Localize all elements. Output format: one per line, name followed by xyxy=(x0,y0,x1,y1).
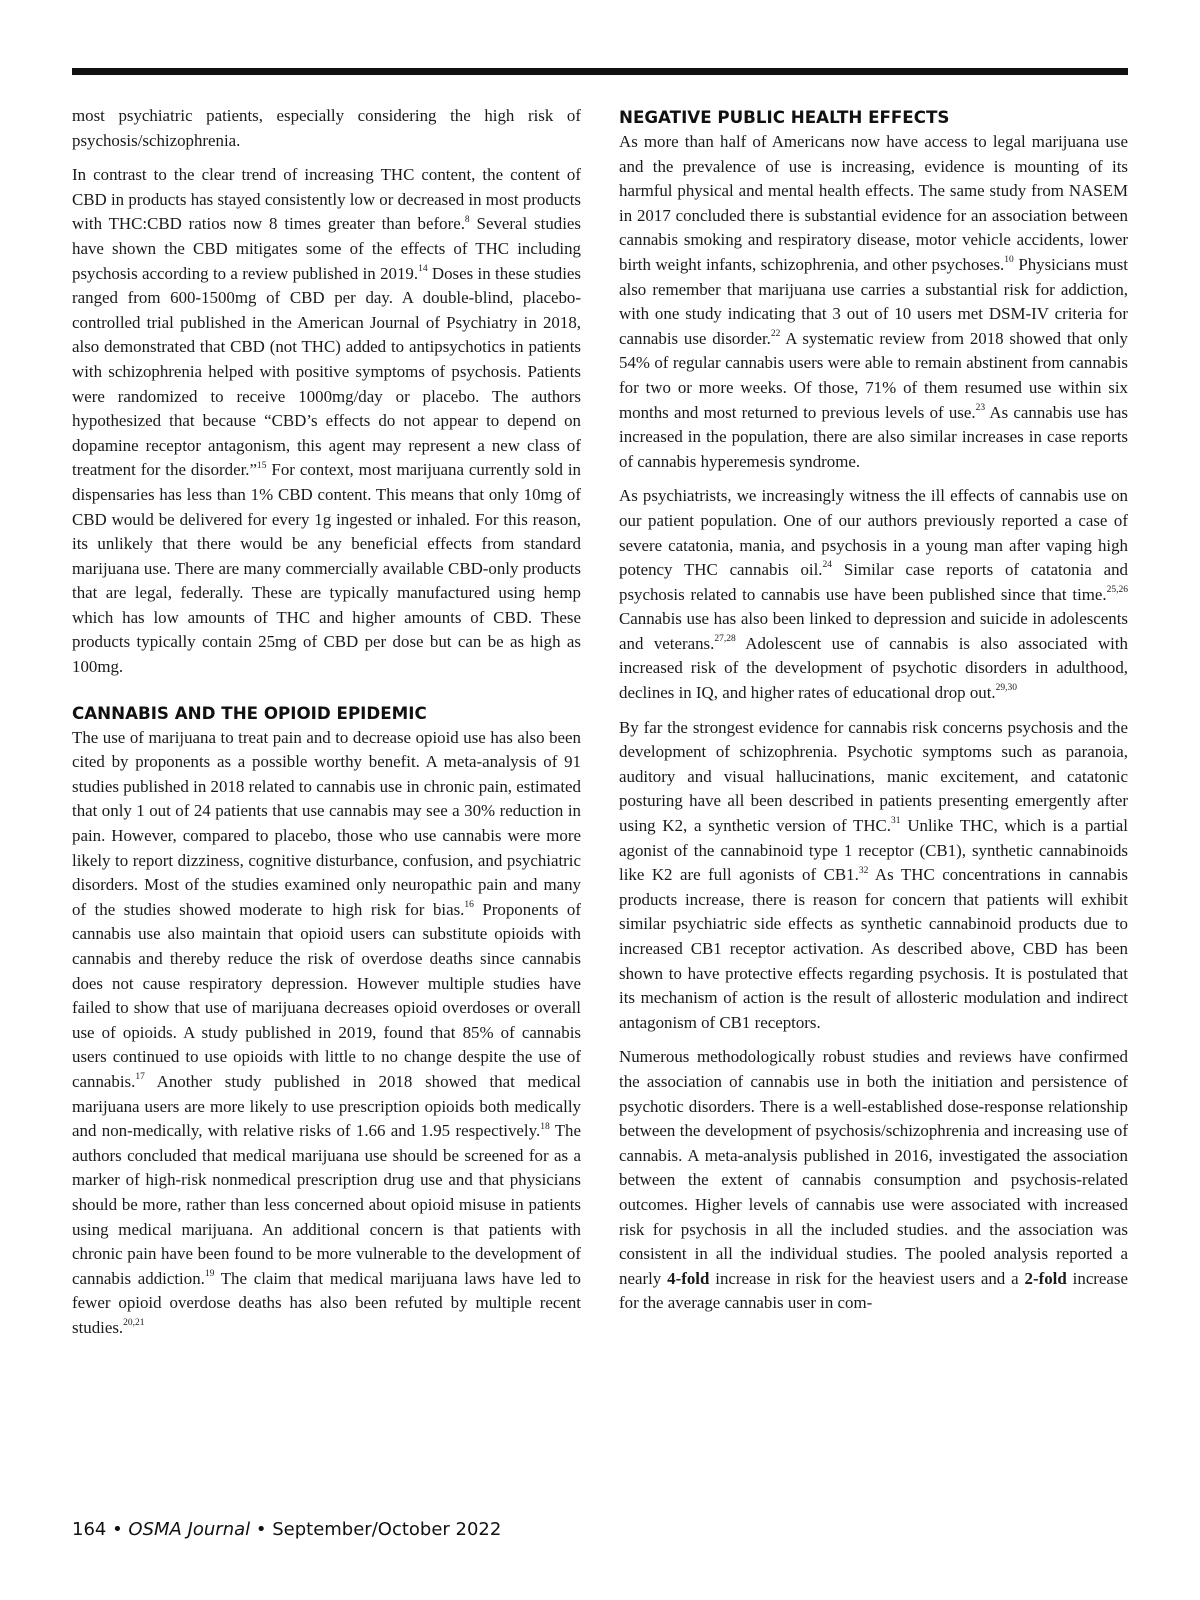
citation-superscript: 23 xyxy=(975,402,986,413)
paragraph-text: increase for the average cannabis user in com- xyxy=(619,1268,1128,1313)
citation-superscript: 32 xyxy=(858,865,869,876)
citation-superscript: 14 xyxy=(418,263,428,274)
body-paragraph xyxy=(72,163,581,679)
section-heading: CANNABIS AND THE OPIOID EPIDEMIC xyxy=(72,702,427,723)
section-heading: NEGATIVE PUBLIC HEALTH EFFECTS xyxy=(619,107,950,127)
paragraph-text: Several studies have shown the CBD mitigates some of the effects of THC including psychosis according to a review published in 2019. xyxy=(72,214,581,283)
paragraph-text: The use of marijuana to treat pain and to decrease opioid use has also been cited by proponents as a possible worthy benefit. A meta-analysis of 91 studies published in 2018 related to cannabis use in chronic pain, estimated that only 1 out of 24 patients that use cannabis may see a 30% reduction in pain. However, compared to placebo, those who use cannabis were more likely to report dizziness, cognitive disturbance, confusion, and psychiatric disorders. Most of the studies examined only neuropathic pain and many of the studies showed moderate to high risk for bias. xyxy=(72,727,581,919)
page-number: 164 xyxy=(72,1519,107,1540)
footer-separator: • xyxy=(250,1519,273,1540)
paragraph-text: The authors concluded that medical marijuana use should be screened for as a marker of high-risk nonmedical prescription drug use and that physicians should be more, rather than less concerned about opioid misuse in patients using medical marijuana. An additional concern is that patients with chronic pain have been found to be more vulnerable to the development of cannabis addiction. xyxy=(72,1121,582,1288)
body-paragraph xyxy=(619,1045,1128,1316)
right-column xyxy=(619,104,1128,1326)
paragraph-text: As psychiatrists, we increasingly witness the ill effects of cannabis use on our patient population. One of our authors previously reported a case of severe catatonia, mania, and psychosis in a young man after vaping high potency THC cannabis oil. xyxy=(619,486,1128,580)
paragraph-text: Cannabis use has also been linked to depression and suicide in adolescents and veterans. xyxy=(619,609,1128,653)
paragraph-text: Doses in these studies ranged from 600-1500mg of CBD per day. A double-blind, placebo-controlled trial published in the American Journal of Psychiatry in 2018, also demonstrated that CBD (not THC) added to antipsychotics in patients with schizophrenia helped with positive symptoms of psychosis. Patients were randomized to receive 1000mg/day or placebo. The authors hypothesized that because “CBD’s effects do not appear to depend on dopamine receptor antagonism, this agent may represent a new class of treatment for the disorder.” xyxy=(72,263,581,480)
paragraph-text: Physicians must also remember that marijuana use carries a substantial risk for addiction, with one study indicating that 3 out of 10 users met DSM-IV criteria for cannabis use disorder. xyxy=(619,254,1128,348)
body-paragraph xyxy=(72,104,581,153)
paragraph-text: For context, most marijuana currently sold in dispensaries has less than 1% CBD content. This means that only 10mg of CBD would be delivered for every 1g ingested or inhaled. For this reason, its unlikely that there would be any beneficial effects from standard marijuana use. There are many commercially available CBD-only products that are legal, federally. These are typically manufactured using hemp which has low amounts of THC and higher amounts of CBD. These products typically contain 25mg of CBD per dose but can be as high as 100mg. xyxy=(72,460,581,677)
citation-superscript: 10 xyxy=(1004,255,1014,266)
paragraph-text: Another study published in 2018 showed that medical marijuana users are more likely to use prescription opioids both medically and non-medically, with relative risks of 1.66 and 1.95 respectively. xyxy=(72,1071,581,1141)
citation-superscript: 15 xyxy=(257,460,267,471)
bold-text: 4-fold xyxy=(667,1268,710,1288)
paragraph-text: Similar case reports of catatonia and psychosis related to cannabis use have been published since that time. xyxy=(619,560,1129,604)
body-paragraph xyxy=(72,726,581,1341)
journal-name: OSMA Journal xyxy=(128,1519,251,1540)
citation-superscript: 8 xyxy=(464,214,470,225)
paragraph-text: increase in risk for the heaviest users and a xyxy=(709,1268,1025,1288)
body-paragraph xyxy=(619,716,1128,1036)
citation-superscript: 19 xyxy=(204,1269,215,1280)
citation-superscript: 27,28 xyxy=(714,634,736,645)
citation-superscript: 16 xyxy=(464,900,474,911)
paragraph-text: As cannabis use has increased in the population, there are also similar increases in case reports of cannabis hyperemesis syndrome. xyxy=(619,402,1128,471)
citation-superscript: 18 xyxy=(540,1121,550,1132)
paragraph-text: By far the strongest evidence for cannabis risk concerns psychosis and the development of schizophrenia. Psychotic symptoms such as paranoia, auditory and visual hallucinations, manic excitement, and catatonic posturing have all been described in patients presenting emergently after using K2, a synthetic version of THC. xyxy=(619,717,1128,836)
top-rule xyxy=(72,68,1128,75)
paragraph-text: A systematic review from 2018 showed that only 54% of regular cannabis users were able to remain abstinent from cannabis for two or more weeks. Of those, 71% of them resumed use within six months and most returned to previous levels of use. xyxy=(619,328,1128,422)
paragraph-text: most psychiatric patients, especially considering the high risk of psychosis/schizophrenia. xyxy=(72,106,581,150)
paragraph-text: As more than half of Americans now have access to legal marijuana use and the prevalence of use is increasing, evidence is mounting of its harmful physical and mental health effects. The same study from NASEM in 2017 concluded there is substantial evidence for an association between cannabis smoking and respiratory disease, motor vehicle accidents, lower birth weight infants, schizophrenia, and other psychoses. xyxy=(619,132,1128,274)
body-paragraph xyxy=(619,130,1128,474)
footer-separator: • xyxy=(106,1519,129,1540)
paragraph-text: Unlike THC, which is a partial agonist of the cannabinoid type 1 receptor (CB1), synthetic cannabinoids like K2 are full agonists of CB1. xyxy=(619,816,1128,885)
citation-superscript: 29,30 xyxy=(995,683,1018,694)
citation-superscript: 25,26 xyxy=(1106,585,1128,596)
citation-superscript: 22 xyxy=(770,329,781,340)
page-footer xyxy=(72,1519,501,1540)
paragraph-text: Numerous methodologically robust studies and reviews have confirmed the association of cannabis use in both the initiation and persistence of psychotic disorders. There is a well-established dose-response relationship between the development of psychosis/schizophrenia and increasing use of cannabis. A meta-analysis published in 2016, investigated the association between the extent of cannabis consumption and psychosis-related outcomes. Higher levels of cannabis use were associated with increased risk for psychosis in all the included studies. and the association was consistent in all the individual studies. The pooled analysis reported a nearly xyxy=(619,1047,1128,1288)
citation-superscript: 24 xyxy=(822,560,833,571)
citation-superscript: 31 xyxy=(891,816,901,827)
citation-superscript: 17 xyxy=(135,1072,145,1083)
bold-text: 2-fold xyxy=(1024,1268,1067,1288)
paragraph-text: In contrast to the clear trend of increasing THC content, the content of CBD in products has stayed consistently low or decreased in most products with THC:CBD ratios now 8 times greater than before. xyxy=(72,165,581,234)
paragraph-text: Adolescent use of cannabis is also associated with increased risk of the development of psychotic disorders in adulthood, declines in IQ, and higher rates of educational drop out. xyxy=(619,633,1128,703)
body-paragraph xyxy=(619,484,1128,705)
paragraph-text: Proponents of cannabis use also maintain that opioid users can substitute opioids with cannabis and thereby reduce the risk of overdose deaths since cannabis does not cause respiratory depression. However multiple studies have failed to show that use of marijuana decreases opioid overdoses or overall use of opioids. A study published in 2019, found that 85% of cannabis users continued to use opioids with little to no change despite the use of cannabis. xyxy=(72,899,581,1091)
issue-date: September/October 2022 xyxy=(272,1519,502,1540)
paragraph-text: As THC concentrations in cannabis products increase, there is reason for concern that patients will exhibit similar psychiatric side effects as synthetic cannabinoid products due to increased CB1 receptor activation. As described above, CBD has been shown to have protective effects regarding psychosis. It is postulated that its mechanism of action is the result of allosteric modulation and indirect antagonism of CB1 receptors. xyxy=(619,865,1129,1032)
citation-superscript: 20,21 xyxy=(123,1318,145,1329)
paragraph-text: The claim that medical marijuana laws have led to fewer opioid overdose deaths has also been refuted by multiple recent studies. xyxy=(72,1268,581,1337)
left-column xyxy=(72,104,581,1351)
